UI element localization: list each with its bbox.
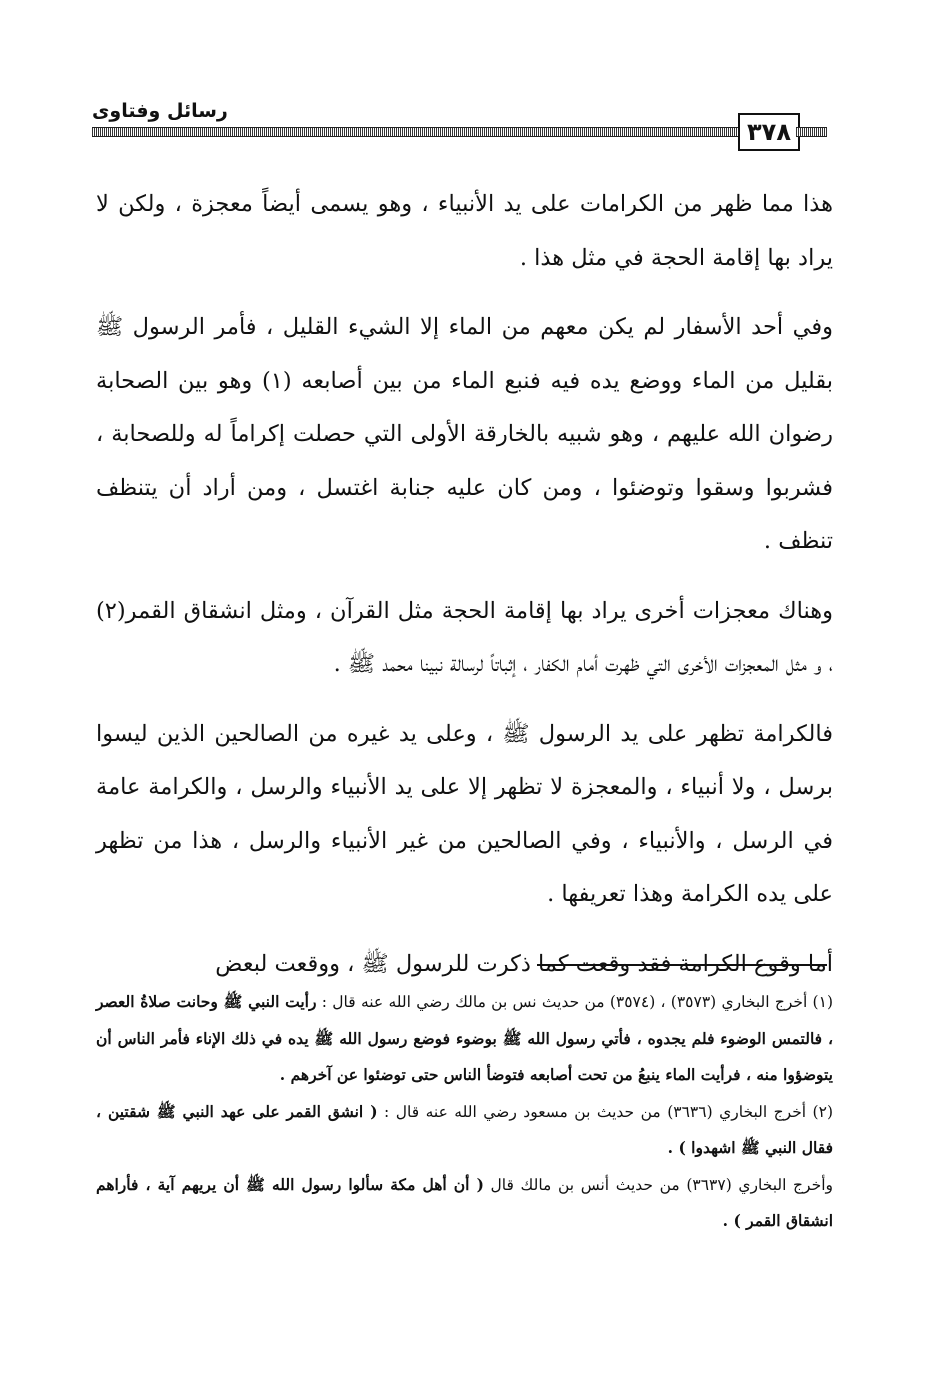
- footnote-3: [96, 1167, 833, 1240]
- footnote-source: (١) أخرج البخاري (٣٥٧٣) ، (٣٥٧٤) من حديث نس بن مالك رضي الله عنه قال :: [321, 993, 833, 1011]
- paragraph: وهناك معجزات أخرى يراد بها إقامة الحجة مثل القرآن ، ومثل انشقاق القمر(٢) ، و مثل المعجزات الأخرى التي ظهرت أمام الكفار ، إثباتاً لرسالة نبينا محمد ﷺ .: [96, 597, 833, 677]
- footnotes: [96, 984, 833, 1240]
- footnote-hadith: رأيت النبي ﷺ وحانت صلاةُ العصر ، فالتمس الوضوء فلم يجدوه ، فأتي رسول الله ﷺ بوضوء فوضع رسول الله ﷺ يده في ذلك الإناء فأمر الناس أن يتوضؤوا منه ، فرأيت الماء ينبعُ من تحت أصابعه فتوضأ الناس حتى توضئوا عن آخرهم .: [96, 992, 833, 1084]
- footnote-2: [96, 1094, 833, 1167]
- paragraph: فالكرامة تظهر على يد الرسول ﷺ ، وعلى يد غيره من الصالحين الذين ليسوا برسل ، ولا أنبياء ، والمعجزة لا تظهر إلا على يد الأنبياء والرسل ، والكرامة عامة في الرسل ، والأنبياء ، وفي الصالحين من غير الأنبياء والرسل ، هذا من تظهر على يده الكرامة وهذا تعريفها .: [96, 720, 833, 907]
- header-rule-right: [796, 127, 827, 137]
- running-title: رسائل وفتاوى: [92, 100, 228, 122]
- footnote-hadith: ( انشق القمر على عهد النبي ﷺ شقتين ، فقال النبي ﷺ اشهدوا ) .: [96, 1101, 833, 1157]
- main-text: [96, 178, 833, 991]
- paragraph: أما وقوع الكرامة فقد وقعت كما ذكرت للرسول ﷺ ، ووقعت لبعض: [215, 950, 833, 977]
- footnote-source: (٢) أخرج البخاري (٣٦٣٦) من حديث بن مسعود رضي الله عنه قال :: [384, 1102, 833, 1121]
- footnote-source: وأخرج البخاري (٣٦٣٧) من حديث أنس بن مالك قال: [490, 1175, 833, 1194]
- footnote-1: [96, 984, 833, 1094]
- page-header: [92, 95, 827, 157]
- paragraph: وفي أحد الأسفار لم يكن معهم من الماء إلا الشيء القليل ، فأمر الرسول ﷺ بقليل من الماء ووضع يده فيه فنبع الماء من بين أصابعه (١) وهو بين الصحابة رضوان الله عليهم ، وهو شبيه بالخارقة الأولى التي حصلت إكراماً له وللصحابة ، فشربوا وسقوا وتوضئوا ، ومن كان عليه جنابة اغتسل ، ومن أراد أن يتنظف تنظف .: [96, 314, 833, 554]
- paragraph: هذا مما ظهر من الكرامات على يد الأنبياء ، وهو يسمى أيضاً معجزة ، ولكن لا يراد بها إقامة الحجة في مثل هذا .: [96, 191, 833, 271]
- page-number: ٣٧٨: [738, 113, 800, 151]
- footnote-separator: [537, 964, 827, 966]
- header-rule: [92, 127, 738, 137]
- footnote-hadith: ( أن أهل مكة سألوا رسول الله ﷺ أن يريهم آية ، فأراهم انشقاق القمر ) .: [96, 1174, 833, 1230]
